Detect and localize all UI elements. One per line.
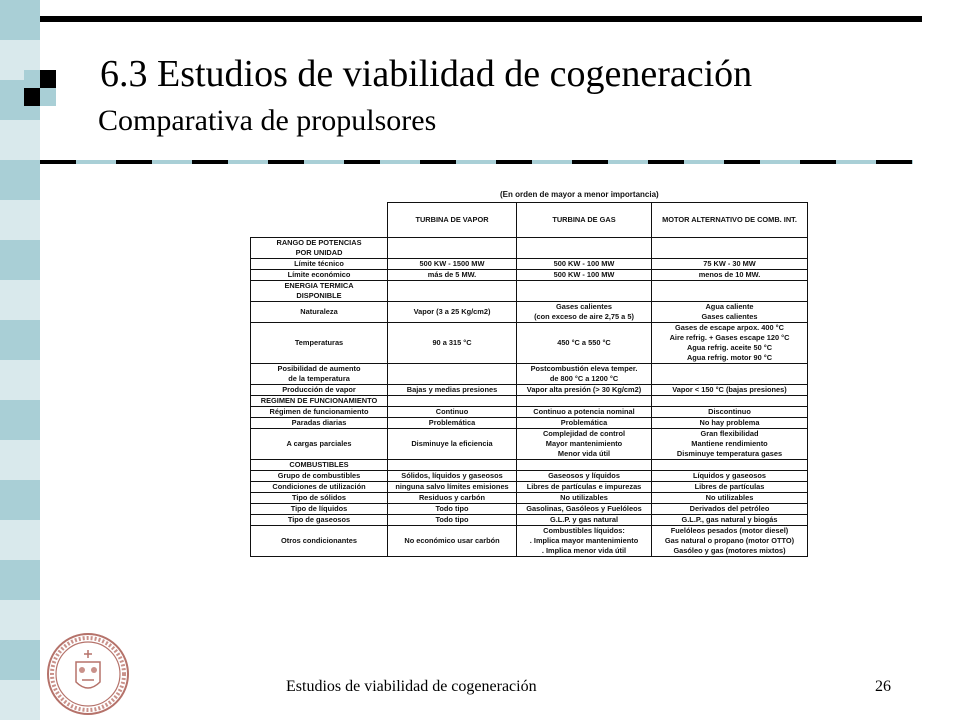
cell-line: 75 KW - 30 MW	[703, 259, 756, 268]
table-row	[251, 396, 808, 407]
cell-steam-turbine	[388, 259, 517, 270]
cell-reciprocating-engine	[652, 396, 808, 407]
table-caption: (En orden de mayor a menor importancia)	[500, 190, 659, 199]
row-label	[251, 385, 388, 396]
cell-reciprocating-engine	[652, 259, 808, 270]
cell-line: No utilizables	[705, 493, 754, 502]
table-header-row	[251, 203, 808, 238]
section-label	[251, 238, 388, 259]
table-row	[251, 385, 808, 396]
header-reciprocating-engine: MOTOR ALTERNATIVO DE COMB. INT.	[652, 203, 808, 238]
cell-line: Combustibles líquidos:	[543, 526, 625, 535]
table-row	[251, 515, 808, 526]
cell-line: G.L.P., gas natural y biogás	[681, 515, 778, 524]
cell-line: Continuo	[435, 407, 469, 416]
cell-gas-turbine	[517, 396, 652, 407]
cell-steam-turbine	[388, 515, 517, 526]
cell-line: No económico usar carbón	[404, 536, 500, 545]
cell-gas-turbine	[517, 482, 652, 493]
cell-steam-turbine	[388, 526, 517, 557]
row-label	[251, 526, 388, 557]
cell-steam-turbine	[388, 504, 517, 515]
table-row	[251, 270, 808, 281]
cell-steam-turbine	[388, 238, 517, 259]
cell-steam-turbine	[388, 281, 517, 302]
cell-line: Problemática	[428, 418, 476, 427]
cell-line: Postcombustión eleva temper.	[530, 364, 638, 373]
cell-reciprocating-engine	[652, 238, 808, 259]
cell-line: Líquidos y gaseosos	[692, 471, 767, 480]
cell-line: (con exceso de aire 2,75 a 5)	[534, 312, 634, 321]
comparison-table	[250, 202, 808, 557]
cell-line: de 800 °C a 1200 °C	[549, 374, 619, 383]
cell-line: Discontinuo	[708, 407, 751, 416]
cell-line: Tipo de gaseosos	[287, 515, 351, 524]
table-row	[251, 407, 808, 418]
table-row	[251, 418, 808, 429]
cell-steam-turbine	[388, 471, 517, 482]
cell-gas-turbine	[517, 270, 652, 281]
cell-line: DISPONIBLE	[296, 291, 342, 300]
cell-steam-turbine	[388, 396, 517, 407]
table-row	[251, 504, 808, 515]
slide-subtitle: Comparativa de propulsores	[98, 104, 437, 137]
cell-line: 90 a 315 °C	[432, 338, 472, 347]
cell-line: 450 °C a 550 °C	[557, 338, 611, 347]
cell-line: Disminuye temperatura gases	[676, 449, 783, 458]
cell-line: Agua refrig. motor 90 °C	[686, 353, 773, 362]
table-row	[251, 429, 808, 460]
cell-line: 500 KW - 100 MW	[553, 270, 615, 279]
cell-line: Fuelóleos pesados (motor diesel)	[670, 526, 789, 535]
cell-line: ninguna salvo límites emisiones	[395, 482, 509, 491]
cell-line: Vapor alta presión (> 30 Kg/cm2)	[526, 385, 642, 394]
cell-reciprocating-engine	[652, 429, 808, 460]
header-gas-turbine: TURBINA DE GAS	[517, 203, 652, 238]
table-row	[251, 323, 808, 364]
table-row	[251, 259, 808, 270]
cell-reciprocating-engine	[652, 364, 808, 385]
cell-line: Bajas y medias presiones	[406, 385, 498, 394]
cell-line: menos de 10 MW.	[698, 270, 761, 279]
cell-gas-turbine	[517, 471, 652, 482]
row-label	[251, 493, 388, 504]
cell-gas-turbine	[517, 259, 652, 270]
cell-line: Gaseosos y líquidos	[548, 471, 620, 480]
cell-line: Gas natural o propano (motor OTTO)	[664, 536, 795, 545]
cell-reciprocating-engine	[652, 526, 808, 557]
cell-reciprocating-engine	[652, 270, 808, 281]
row-label	[251, 482, 388, 493]
cell-line: Límite técnico	[294, 259, 344, 268]
cell-steam-turbine	[388, 460, 517, 471]
cell-line: POR UNIDAD	[295, 248, 343, 257]
cell-line: Producción de vapor	[282, 385, 356, 394]
table-row	[251, 526, 808, 557]
cell-gas-turbine	[517, 407, 652, 418]
cell-line: Límite económico	[287, 270, 351, 279]
cell-gas-turbine	[517, 460, 652, 471]
cell-reciprocating-engine	[652, 460, 808, 471]
row-label	[251, 418, 388, 429]
cell-line: . Implica mayor mantenimiento	[529, 536, 639, 545]
top-rule	[40, 16, 922, 22]
cell-gas-turbine	[517, 515, 652, 526]
cell-line: RANGO DE POTENCIAS	[276, 238, 362, 247]
cell-gas-turbine	[517, 281, 652, 302]
table-row	[251, 238, 808, 259]
cell-line: Libres de partículas	[694, 482, 765, 491]
row-label	[251, 259, 388, 270]
cell-steam-turbine	[388, 407, 517, 418]
cell-reciprocating-engine	[652, 493, 808, 504]
cell-line: Posibilidad de aumento	[277, 364, 361, 373]
cell-line: Vapor < 150 °C (bajas presiones)	[672, 385, 787, 394]
cell-line: Continuo a potencia nominal	[533, 407, 635, 416]
cell-steam-turbine	[388, 270, 517, 281]
cell-line: Tipo de líquidos	[290, 504, 348, 513]
university-seal-icon	[46, 632, 130, 716]
row-label	[251, 364, 388, 385]
row-label	[251, 270, 388, 281]
section-label	[251, 396, 388, 407]
cell-line: Naturaleza	[300, 307, 338, 316]
cell-line: Temperaturas	[294, 338, 344, 347]
slide-title: 6.3 Estudios de viabilidad de cogeneración	[100, 53, 753, 95]
checker-logo-icon	[24, 70, 56, 106]
section-label	[251, 460, 388, 471]
cell-line: . Implica menor vida útil	[541, 546, 627, 555]
cell-reciprocating-engine	[652, 482, 808, 493]
cell-reciprocating-engine	[652, 385, 808, 396]
cell-line: Menor vida útil	[557, 449, 611, 458]
cell-steam-turbine	[388, 302, 517, 323]
cell-line: Gran flexibilidad	[700, 429, 759, 438]
cell-reciprocating-engine	[652, 323, 808, 364]
cell-reciprocating-engine	[652, 515, 808, 526]
row-label	[251, 429, 388, 460]
cell-line: 500 KW - 100 MW	[553, 259, 615, 268]
header-steam-turbine: TURBINA DE VAPOR	[388, 203, 517, 238]
table-body	[251, 238, 808, 557]
cell-line: G.L.P. y gas natural	[549, 515, 619, 524]
cell-line: Gasolinas, Gasóleos y Fuelóleos	[526, 504, 642, 513]
cell-gas-turbine	[517, 385, 652, 396]
cell-line: ENERGIA TERMICA	[284, 281, 354, 290]
cell-line: Tipo de sólidos	[291, 493, 347, 502]
cell-reciprocating-engine	[652, 418, 808, 429]
cell-line: Disminuye la eficiencia	[411, 439, 493, 448]
cell-steam-turbine	[388, 323, 517, 364]
slide-footer: Estudios de viabilidad de cogeneración	[286, 678, 537, 695]
table-row	[251, 281, 808, 302]
cell-line: No utilizables	[560, 493, 608, 502]
title-divider	[40, 160, 913, 164]
cell-line: Todo tipo	[435, 515, 469, 524]
cell-line: Régimen de funcionamiento	[269, 407, 369, 416]
cell-gas-turbine	[517, 418, 652, 429]
cell-line: Paradas diarias	[291, 418, 347, 427]
cell-line: Mayor mantenimiento	[545, 439, 623, 448]
cell-line: No hay problema	[699, 418, 760, 427]
cell-gas-turbine	[517, 238, 652, 259]
cell-steam-turbine	[388, 482, 517, 493]
cell-reciprocating-engine	[652, 281, 808, 302]
row-label	[251, 323, 388, 364]
cell-reciprocating-engine	[652, 302, 808, 323]
row-label	[251, 471, 388, 482]
cell-line: REGIMEN DE FUNCIONAMIENTO	[260, 396, 378, 405]
cell-line: Problemática	[560, 418, 608, 427]
cell-reciprocating-engine	[652, 504, 808, 515]
cell-gas-turbine	[517, 493, 652, 504]
cell-line: más de 5 MW.	[427, 270, 477, 279]
cell-steam-turbine	[388, 429, 517, 460]
row-label	[251, 407, 388, 418]
table-row	[251, 493, 808, 504]
cell-line: de la temperatura	[288, 374, 350, 383]
cell-steam-turbine	[388, 493, 517, 504]
cell-line: Todo tipo	[435, 504, 469, 513]
row-label	[251, 504, 388, 515]
cell-steam-turbine	[388, 385, 517, 396]
cell-line: Sólidos, líquidos y gaseosos	[401, 471, 503, 480]
cell-line: Grupo de combustibles	[277, 471, 361, 480]
cell-steam-turbine	[388, 364, 517, 385]
section-label	[251, 281, 388, 302]
cell-line: Gases de escape arpox. 400 °C	[675, 323, 784, 332]
cell-reciprocating-engine	[652, 407, 808, 418]
table-row	[251, 471, 808, 482]
cell-line: COMBUSTIBLES	[289, 460, 349, 469]
cell-gas-turbine	[517, 526, 652, 557]
cell-line: 500 KW - 1500 MW	[419, 259, 485, 268]
cell-line: Vapor (3 a 25 Kg/cm2)	[413, 307, 491, 316]
cell-gas-turbine	[517, 429, 652, 460]
table-row	[251, 364, 808, 385]
cell-steam-turbine	[388, 418, 517, 429]
cell-line: Otros condicionantes	[281, 536, 357, 545]
row-label	[251, 515, 388, 526]
cell-line: Gasóleo y gas (motores mixtos)	[673, 546, 786, 555]
cell-line: Complejidad de control	[542, 429, 626, 438]
cell-line: Gases calientes	[701, 312, 758, 321]
cell-reciprocating-engine	[652, 471, 808, 482]
cell-line: Libres de partículas e impurezas	[526, 482, 642, 491]
table-row	[251, 482, 808, 493]
cell-line: Mantiene rendimiento	[691, 439, 768, 448]
header-corner	[251, 203, 388, 238]
cell-gas-turbine	[517, 302, 652, 323]
cell-line: A cargas parciales	[286, 439, 352, 448]
cell-gas-turbine	[517, 504, 652, 515]
cell-line: Aire refrig. + Gases escape 120 °C	[669, 333, 790, 342]
cell-gas-turbine	[517, 323, 652, 364]
page-number: 26	[875, 678, 891, 695]
cell-line: Agua caliente	[705, 302, 754, 311]
side-decorative-strip	[0, 0, 40, 720]
cell-line: Derivados del petróleo	[689, 504, 770, 513]
table-row	[251, 460, 808, 471]
table-row	[251, 302, 808, 323]
cell-line: Agua refrig. aceite 50 °C	[686, 343, 773, 352]
cell-line: Residuos y carbón	[418, 493, 486, 502]
cell-gas-turbine	[517, 364, 652, 385]
row-label	[251, 302, 388, 323]
cell-line: Gases calientes	[556, 302, 612, 311]
cell-line: Condiciones de utilización	[272, 482, 366, 491]
